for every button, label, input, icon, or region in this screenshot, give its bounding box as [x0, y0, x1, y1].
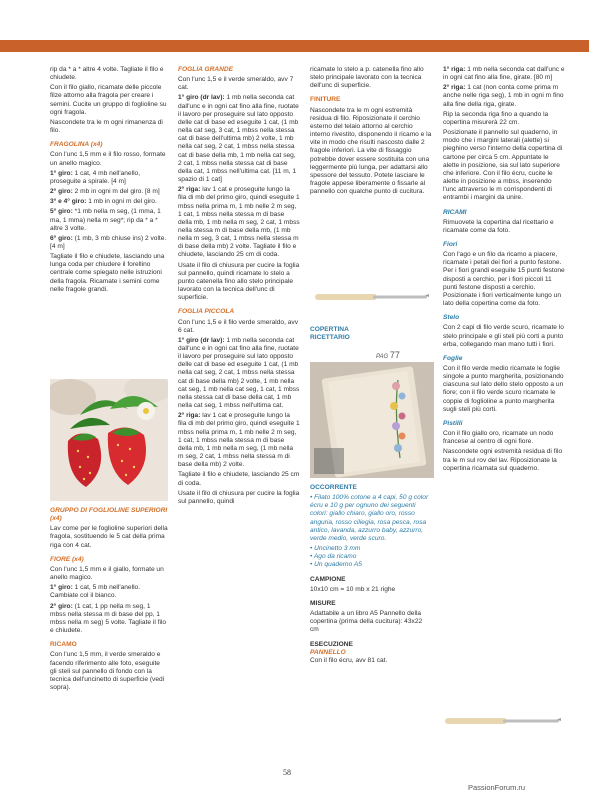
paragraph: Con l'ago e un filo da ricamo a piacere, ricamate i petali dei fiori a punto festone. Per i fiori grandi eseguite 15 punti festone disposti a cerchio, per i fiori piccoli 11 punti festone disposti a cerchio. Posizionate i fiori verticalmente lungo un lato della copertina come da foto. [443, 251, 565, 308]
section-heading: Stelo [443, 314, 460, 322]
list-item: • Ago da ricamo [310, 553, 357, 561]
page-reference: PAG 77 [376, 350, 400, 360]
instruction-row: 3° e 4° giro: 1 mb in ogni m del giro. [50, 198, 157, 206]
instruction-row: 2° riga: 1 cat (non conta come prima m anche nelle riga seg), 1 mb in ogni m fino alla fine della riga, girate. [443, 84, 564, 108]
paragraph: Usate il filo di chiusura per cucire la foglia sul pannello, quindi [178, 489, 300, 505]
watermark: PassionForum.ru [468, 783, 526, 792]
section-heading: FOGLIA PICCOLA [178, 308, 235, 316]
instruction-row: 2° giro: (1 cat, 1 pp nella m seg, 1 mbss nella stessa m di base del pp, 1 mbss nella m seg) 5 volte. Tagliate il filo e chiudete. [50, 602, 167, 635]
instruction-row: 6° giro: (1 mb, 3 mb chiuse ins) 2 volte. [4 m] [50, 234, 167, 250]
section-heading: Pistilli [443, 419, 463, 427]
instruction-row: 1° giro (dr lav): 1 mb nella seconda cat dall'unc e in ogni cat fino alla fine, ruotate il lavoro per proseguire sul lato opposto delle cat di base ed eseguite 1 cat, (1 mb nella cat seg, 2 cat, 1 mbss nella stessa cat di base della mb) 2 volte, 1 mb nella cat seg, 1 mb nella cat seg, 1 cat, 1 mbss nella stessa cat di base della cat, 1 mb nella cat seg, 1 mbss nell'ultima cat. [178, 336, 300, 410]
instruction-row: 1° riga: 1 mb nella seconda cat dall'unc e in ogni cat fino alla fine, girate. [80 m] [443, 66, 565, 82]
paragraph: Con l'unc 1,5 mm, il verde smeraldo e facendo riferimento alle foto, eseguite gli steli sul pannello di fondo con la tecnica dell'uncinetto di superficie (vedi sopra). [50, 651, 165, 691]
top-color-bar [0, 40, 589, 52]
page-number: 58 [283, 768, 291, 777]
section-heading: ESECUZIONE [310, 640, 353, 648]
paragraph: 10x10 cm = 10 mb x 21 righe [310, 585, 396, 593]
strawberry-illustration [50, 379, 168, 501]
paragraph: Tagliate il filo e chiudete, lasciando 25 cm di coda. [178, 471, 300, 487]
column-1 [50, 66, 168, 296]
paragraph: Con il filo giallo, ricamate delle piccole filze attorno alla fragola per creare i semini. Cucite un gruppo di foglioline su ogni fragola. [50, 84, 167, 116]
paragraph: Rip la seconda riga fino a quando la copertina misurerà 22 cm. [443, 110, 549, 126]
paragraph: Con il filo écru, avv 81 cat. [310, 656, 388, 664]
section-heading: FOGLIA GRANDE [178, 66, 234, 73]
column-1-lower [50, 507, 168, 694]
instruction-row: 2° riga: lav 1 cat e proseguite lungo la fila di mb del primo giro, quindi eseguite 1 mbss nella prima m, 1 mb nelle 2 m seg, 1 cat, 1 mbss nella stessa m di base della mb, 1 mb nella m seg, 2 cat, 1 mbss nella stessa m di base della mb, (1 mb nella m seg, 3 cat, 1 mbss nella stessa m di base della mb) 2 volte. Tagliate il filo e chiudete, lasciando 25 cm di coda. [178, 186, 300, 259]
paragraph: Posizionate il pannello sul quaderno, in modo che i margini laterali (alette) si pieghino verso l'interno della copertina di cartone per circa 5 cm. Appuntate le alette in posizione, sia sul lato superiore che inferiore. Con il filo écru, cucite le alette in posizione a mbss, inserendo l'unc attraverso le m corrispondenti di entrambi i margini da unire. [443, 129, 563, 202]
paragraph: Lav come per le foglioline superiori della fragola, sostituendo le 5 cat della prima riga con 4 cat. [50, 525, 168, 549]
copertina-heading-block [310, 326, 370, 344]
crochet-hook-icon [443, 714, 563, 726]
column-3-lower [310, 484, 432, 667]
paragraph: Con l'unc 1,5 e il verde smeraldo, avv 7 cat. [178, 76, 294, 92]
strawberry-photo [50, 379, 168, 501]
paragraph: rip da * a * altre 4 volte. Tagliate il filo e chiudete. [50, 66, 164, 82]
paragraph: Usate il filo di chiusura per cucire la foglia sul pannello, quindi ricamate lo stelo a punto catenella fino allo stelo principale lavorato con la tecnica dell'unc di superficie. [178, 261, 300, 302]
paragraph: Con il filo verde medio ricamate le foglie singole a punto margherita, posizionando ciascuna sul lato dello stelo opposto a un fiore; con il filo verde scuro ricamate le coppie di foglioline a punto margherita sugli steli più corti. [443, 365, 564, 413]
paragraph: Con l'unc 1,5 mm e il filo rosso, formate un anello magico. [50, 151, 166, 167]
instruction-row: 2° riga: lav 1 cat e proseguite lungo la fila di mb del primo giro, quindi eseguite 1 mbss nella prima m, 1 mb nelle 2 m seg, 1 cat, 1 mbss nella stessa m di base della mb, 1 mb nella m seg, (1 mb nella m seg, 2 cat, 1 mbss nella stessa m di base della mb) 2 volte. [178, 412, 300, 469]
instruction-row: 1° giro (dr lav): 1 mb nella seconda cat dall'unc e in ogni cat fino alla fine, ruotate il lavoro per proseguire sul lato opposto delle cat di base ed eseguite 1 cat, (1 mb nella cat seg, 3 cat, 1 mbss nella stessa cat di base dell'ultima mb) 2 volte, 1 mb nella cat seg, 2 cat, 1 mbss nella stessa cat di base della mb, 1 mb nella cat seg, 2 cat, 1 mbss nella stessa cat di base della cat, 1 mbss nell'ultima cat. [11 m, 1 spazio di 1 cat] [178, 94, 299, 184]
column-4 [443, 66, 565, 475]
column-2 [178, 66, 300, 508]
section-heading: GRUPPO DI FOGLIOLINE SUPERIORI (x4) [50, 507, 168, 523]
section-heading: FRAGOLINA (x4) [50, 141, 103, 149]
subsection-heading: PANNELLO [310, 648, 346, 656]
paragraph: Con il filo giallo oro, ricamate un nodo francese al centro di ogni fiore. [443, 430, 554, 446]
list-item: • Un quaderno A5 [310, 561, 362, 569]
crochet-hook-icon [313, 290, 431, 302]
paragraph: Adattabile a un libro A5 Pannello della copertina (prima della cucitura): 43x22 cm [310, 610, 423, 634]
paragraph: Nascondete tra le m ogni rimanenza di filo. [50, 118, 163, 135]
notebook-illustration [310, 362, 434, 478]
paragraph: Nascondete ogni estremità residua di filo tra le m sul rov del lav. Riposizionate la copertina ricamata sul quaderno. [443, 448, 563, 472]
list-item: • Uncinetto 3 mm [310, 545, 361, 553]
paragraph: Con 2 capi di filo verde scuro, ricamate lo stelo principale e gli steli più corti a punto erba, collegando man mano tutti i fiori. [443, 324, 564, 348]
section-heading: RICAMO [50, 641, 77, 649]
section-heading: CAMPIONE [310, 575, 346, 583]
section-heading: MISURE [310, 599, 336, 607]
instruction-row: 2° giro: 2 mb in ogni m del giro. [8 m] [50, 188, 160, 196]
section-heading: RICAMI [443, 208, 467, 216]
instruction-row: 5° giro: *1 mb nella m seg, (1 mma, 1 ma, 1 mma) nella m seg*; rip da * a * altre 3 volte. [50, 208, 161, 232]
paragraph: Nascondete tra le m ogni estremità residua di filo. Riposizionate il cerchio esterno del telaio attorno al cerchio interno rivestito, disponendo il ricamo e la vite in modo che risulti nascosto dalle 2 fragole inferiori. La vite di fissaggio potrebbe dover essere sostituita con una leggermente più lunga, per adattarsi allo spessore del tessuto. Potete lasciare le fragole appese liberamente o fissarle al pannello con qualche punto di cucitura. [310, 106, 432, 196]
cover-photo [310, 362, 434, 478]
paragraph: Tagliate il filo e chiudete, lasciando una lunga coda per chiudere il forellino centrale come spiegato nelle istruzioni della fragola. Ricamate i semini come nelle fragole grandi. [50, 253, 165, 293]
paragraph: Con l'unc 1,5 mm e il giallo, formate un anello magico. [50, 565, 164, 582]
instruction-row: 1° giro: 1 cat, 4 mb nell'anello, proseguite a spirale. [4 m] [50, 169, 141, 185]
section-heading: Fiori [443, 240, 458, 248]
section-heading: FINITURE [310, 96, 341, 104]
section-heading: OCCORRENTE [310, 484, 357, 491]
paragraph: ricamate lo stelo a p. catenella fino allo stelo principale lavorato con la tecnica dell'unc di superficie. [310, 66, 424, 90]
column-3 [310, 66, 432, 198]
section-heading: FIORE (x4) [50, 555, 84, 563]
paragraph: Con l'unc 1,5 e il filo verde smeraldo, avv 6 cat. [178, 318, 299, 334]
section-heading: Foglie [443, 354, 463, 362]
section-heading: COPERTINA RICETTARIO [310, 326, 350, 342]
paragraph: Rimuovete la copertina dal ricettario e ricamate come da foto. [443, 218, 554, 234]
list-item: • Filato 100% cotone a 4 capi, 50 g color écru e 10 g per ognuno dei seguenti colori: giallo chiaro, giallo oro, rosso anguria, rosso ciliegia, rosa pesca, rosa antico, lavanda, azzurro baby, azzurro, verde medio, verde scuro. [310, 494, 429, 542]
instruction-row: 1° giro: 1 cat, 5 mb nell'anello. Cambiate col il bianco. [50, 584, 141, 600]
